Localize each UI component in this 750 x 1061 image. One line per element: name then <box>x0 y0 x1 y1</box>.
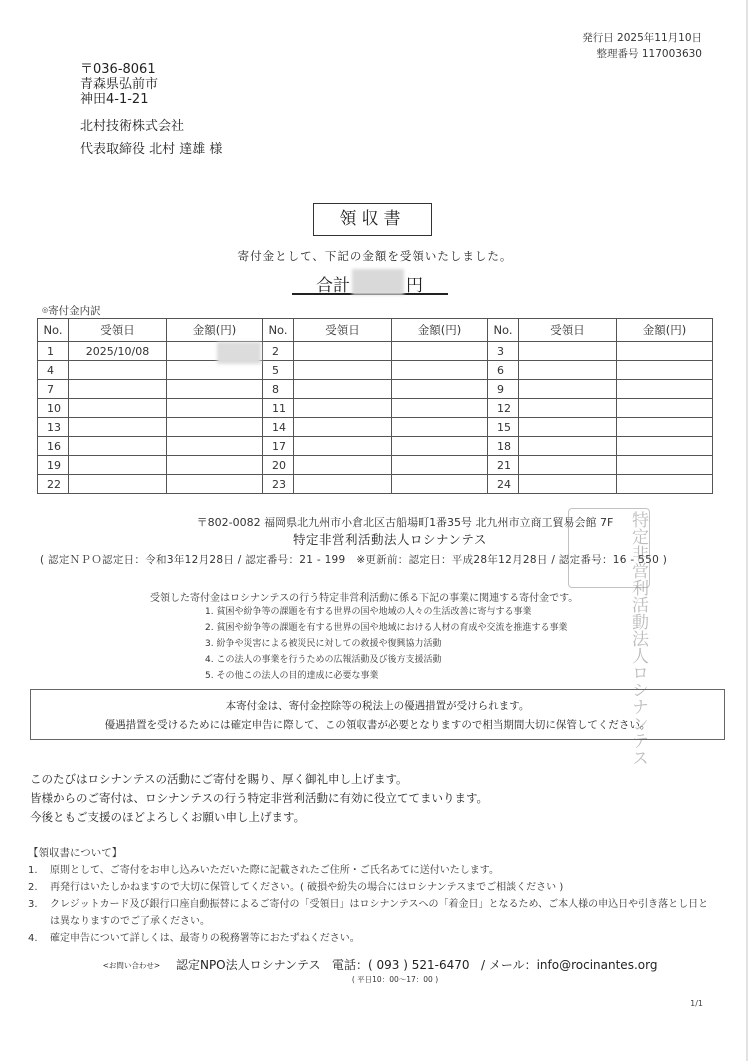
purpose-item: 2. 貧困や紛争等の課題を有する世界の国や地域における人材の育成や交流を推進する事業 <box>205 623 568 633</box>
cell-date <box>519 475 617 494</box>
contact-phone: 電話：( 093 ) 521-6470 <box>332 958 470 972</box>
cell-amount <box>392 456 488 475</box>
col-header-date: 受領日 <box>294 319 392 342</box>
cell-no: 6 <box>488 361 519 380</box>
cell-no: 19 <box>38 456 69 475</box>
thanks-line: 今後ともご支援のほどよろしくお願い申し上げます。 <box>30 810 306 824</box>
cell-date <box>69 399 167 418</box>
issuer-certification: ( 認定ＮＰＯ認定日：令和3年12月28日 / 認定番号：21 - 199 ※更新前：認定日：平成28年12月28日 / 認定番号：16 - 550 ) <box>40 554 668 566</box>
cell-no: 9 <box>488 380 519 399</box>
cell-date <box>294 361 392 380</box>
cell-date <box>519 380 617 399</box>
cell-amount <box>167 361 263 380</box>
received-statement: 寄付金として、下記の金額を受領いたしました。 <box>237 249 513 263</box>
cell-date <box>69 437 167 456</box>
cell-amount <box>392 399 488 418</box>
purpose-item: 3. 紛争や災害による被災民に対しての救援や復興協力活動 <box>205 639 442 649</box>
cell-amount <box>392 342 488 361</box>
note-item <box>28 879 710 896</box>
cell-no: 5 <box>263 361 294 380</box>
col-header-no: No. <box>488 319 519 342</box>
note-item <box>28 896 710 930</box>
tax-notice-line2: 優遇措置を受けるためには確定申告に際して、この領収書が必要となりますので相当期間大切に保管してください。 <box>104 719 651 731</box>
purpose-intro: 受領した寄付金はロシナンテスの行う特定非営利活動に係る下記の事業に関連する寄付金です。 <box>150 593 579 604</box>
cell-no: 14 <box>263 418 294 437</box>
cell-amount <box>392 380 488 399</box>
cell-date <box>69 380 167 399</box>
cell-amount <box>392 437 488 456</box>
purpose-list <box>205 604 567 684</box>
cell-amount <box>617 399 713 418</box>
purpose-item: 5. その他この法人の目的達成に必要な事業 <box>205 671 379 681</box>
cell-no: 1 <box>38 342 69 361</box>
cell-amount <box>617 380 713 399</box>
cell-no: 4 <box>38 361 69 380</box>
table-row <box>38 380 713 399</box>
issue-date: 発行日 2025年11月10日 <box>582 32 702 44</box>
cell-date <box>519 456 617 475</box>
address-street: 神田4-1-21 <box>80 92 149 107</box>
cell-amount <box>167 342 263 361</box>
col-header-amount: 金額(円) <box>617 319 713 342</box>
notes-list <box>28 862 710 947</box>
document-title: 領収書 <box>313 203 432 236</box>
cell-date <box>294 380 392 399</box>
note-text: 原則として、ご寄付をお申し込みいただいた際に記載されたご住所・ご氏名あてに送付いたします。 <box>50 865 499 876</box>
cell-date <box>294 342 392 361</box>
cell-amount <box>392 418 488 437</box>
col-header-no: No. <box>38 319 69 342</box>
cell-no: 10 <box>38 399 69 418</box>
cell-no: 23 <box>263 475 294 494</box>
cell-date <box>519 361 617 380</box>
thanks-line: 皆様からのご寄付は、ロシナンテスの行う特定非営利活動に有効に役立ててまいります。 <box>30 791 489 805</box>
issuer-name: 特定非営利活動法人ロシナンテス <box>293 532 487 547</box>
cell-date <box>519 418 617 437</box>
note-text: 確定申告について詳しくは、最寄りの税務署等におたずねください。 <box>50 933 360 944</box>
cell-date <box>519 342 617 361</box>
cell-no: 24 <box>488 475 519 494</box>
donation-breakdown-table <box>37 318 713 494</box>
total-amount <box>292 269 448 295</box>
cell-date <box>69 475 167 494</box>
table-header-row <box>38 319 713 342</box>
note-number: 4. <box>28 933 38 944</box>
cell-no: 8 <box>263 380 294 399</box>
thank-you-message <box>30 770 488 827</box>
cell-date <box>294 475 392 494</box>
breakdown-label <box>42 303 101 318</box>
cell-no: 13 <box>38 418 69 437</box>
cell-amount <box>392 475 488 494</box>
thanks-line: このたびはロシナンテスの活動にご寄付を賜り、厚く御礼申し上げます。 <box>30 772 408 786</box>
cell-no: 16 <box>38 437 69 456</box>
note-number: 1. <box>28 865 38 876</box>
breakdown-label-text: 寄付金内訳 <box>48 305 101 317</box>
table-row <box>38 361 713 380</box>
tax-notice-line1: 本寄付金は、寄付金控除等の税法上の優遇措置が受けられます。 <box>225 700 530 712</box>
cell-amount <box>167 475 263 494</box>
tax-notice-box <box>30 689 725 740</box>
cell-no: 15 <box>488 418 519 437</box>
contact-org: 認定NPO法人ロシナンテス <box>175 958 321 972</box>
total-label: 合計 <box>316 276 350 296</box>
recipient-company: 北村技術株式会社 <box>80 119 185 134</box>
cell-date: 2025/10/08 <box>69 342 167 361</box>
cell-no: 20 <box>263 456 294 475</box>
cell-date <box>519 399 617 418</box>
col-header-date: 受領日 <box>519 319 617 342</box>
cell-amount <box>167 456 263 475</box>
cell-amount <box>392 361 488 380</box>
cell-no: 18 <box>488 437 519 456</box>
note-text: 再発行はいたしかねますので大切に保管してください。( 破損や紛失の場合にはロシナンテスまでご相談ください ) <box>50 882 564 893</box>
col-header-amount: 金額(円) <box>392 319 488 342</box>
cell-no: 3 <box>488 342 519 361</box>
cell-amount <box>617 361 713 380</box>
currency-label: 円 <box>406 276 423 296</box>
table-row <box>38 475 713 494</box>
notes-title: 【領収書について】 <box>28 847 123 859</box>
note-item <box>28 862 710 879</box>
table-row <box>38 342 713 361</box>
cell-no: 11 <box>263 399 294 418</box>
col-header-date: 受領日 <box>69 319 167 342</box>
purpose-item: 1. 貧困や紛争等の課題を有する世界の国や地域の人々の生活改善に寄与する事業 <box>205 607 532 617</box>
cell-amount <box>617 475 713 494</box>
cell-no: 7 <box>38 380 69 399</box>
contact-email[interactable]: / メール：info@rocinantes.org <box>480 958 658 972</box>
reference-number: 整理番号 117003630 <box>596 48 702 60</box>
table-row <box>38 418 713 437</box>
note-number: 3. <box>28 899 38 910</box>
postal-code: 〒036-8061 <box>80 62 156 77</box>
table-row <box>38 399 713 418</box>
issue-info <box>582 30 702 62</box>
cell-amount <box>167 399 263 418</box>
company-seal-stamp: 特定非営利活動法人ロシナンテス <box>568 508 650 588</box>
cell-date <box>294 399 392 418</box>
cell-date <box>69 361 167 380</box>
note-number: 2. <box>28 882 38 893</box>
cell-no: 17 <box>263 437 294 456</box>
cell-no: 12 <box>488 399 519 418</box>
cell-amount <box>167 380 263 399</box>
cell-date <box>294 418 392 437</box>
contact-hours: ( 平日10：00～17：00 ) <box>351 975 439 984</box>
cell-amount <box>617 456 713 475</box>
note-item <box>28 930 710 947</box>
cell-date <box>294 456 392 475</box>
table-row <box>38 437 713 456</box>
cell-date <box>519 437 617 456</box>
cell-amount <box>167 418 263 437</box>
redacted-total <box>352 269 404 295</box>
purpose-item: 4. この法人の事業を行うための広報活動及び後方支援活動 <box>205 655 442 665</box>
cell-amount <box>167 437 263 456</box>
cell-no: 21 <box>488 456 519 475</box>
col-header-no: No. <box>263 319 294 342</box>
cell-no: 2 <box>263 342 294 361</box>
contact-info <box>0 956 750 973</box>
page-number: 1/1 <box>690 999 703 1008</box>
cell-amount <box>617 342 713 361</box>
recipient-address <box>80 62 158 107</box>
note-text: クレジットカード及び銀行口座自動振替によるご寄付の「受領日」はロシナンテスへの「着金日」となるため、ご本人様の申込日や引き落とし日とは異なりますのでご了承ください。 <box>50 899 709 927</box>
issuer-address: 〒802-0082 福岡県北九州市小倉北区古船場町1番35号 北九州市立商工貿易会館 7F <box>196 516 614 529</box>
contact-label: <お問い合わせ> <box>102 961 161 970</box>
cell-no: 22 <box>38 475 69 494</box>
cell-date <box>294 437 392 456</box>
recipient-name: 代表取締役 北村 達雄 様 <box>80 142 223 157</box>
cell-amount <box>617 437 713 456</box>
cell-date <box>69 456 167 475</box>
bullet-icon: ◎ <box>42 306 49 314</box>
col-header-amount: 金額(円) <box>167 319 263 342</box>
cell-amount <box>617 418 713 437</box>
address-city: 青森県弘前市 <box>80 77 159 92</box>
cell-date <box>69 418 167 437</box>
table-row <box>38 456 713 475</box>
